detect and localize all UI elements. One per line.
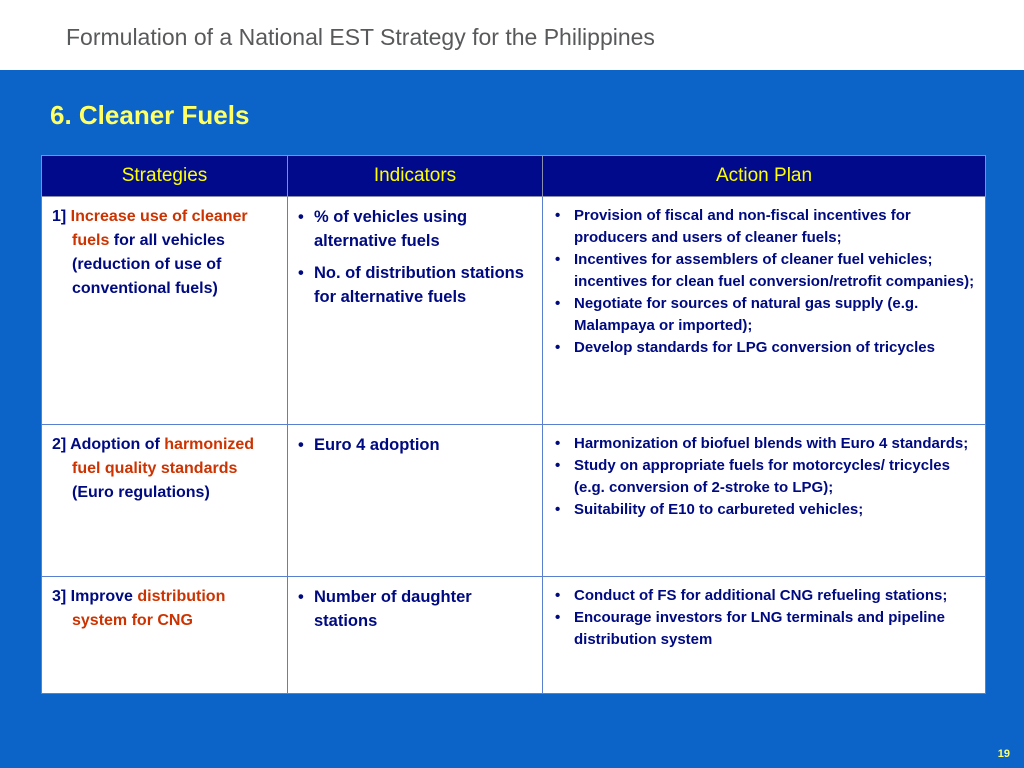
strategy-prefix: 1] xyxy=(52,208,71,225)
header-band xyxy=(0,0,1024,70)
action-plan-cell xyxy=(543,425,986,577)
column-header-indicators: Indicators xyxy=(288,156,543,197)
strategy-highlight: distribution system for CNG xyxy=(72,588,226,629)
indicator-item: • Euro 4 adoption xyxy=(298,433,534,457)
action-item: • Harmonization of biofuel blends with Euro 4 standards; xyxy=(553,433,977,455)
column-header-action-plan: Action Plan xyxy=(543,156,986,197)
strategy-cell xyxy=(42,425,288,577)
strategy-text xyxy=(52,205,279,301)
indicator-list xyxy=(298,205,534,309)
strategy-text xyxy=(52,585,279,633)
indicators-cell xyxy=(288,197,543,425)
indicators-cell xyxy=(288,577,543,694)
indicator-item: • % of vehicles using alternative fuels xyxy=(298,205,534,253)
action-item: • Develop standards for LPG conversion of tricycles xyxy=(553,337,977,359)
action-plan-cell xyxy=(543,197,986,425)
action-item: • Provision of fiscal and non-fiscal incentives for producers and users of cleaner fuels; xyxy=(553,205,977,249)
strategy-suffix: for all vehicles (reduction of use of conventional fuels) xyxy=(72,232,225,297)
strategy-cell xyxy=(42,197,288,425)
column-header-strategies: Strategies xyxy=(42,156,288,197)
indicators-cell xyxy=(288,425,543,577)
page-number: 19 xyxy=(997,748,1010,760)
indicator-list xyxy=(298,433,534,457)
action-item: • Negotiate for sources of natural gas supply (e.g. Malampaya or imported); xyxy=(553,293,977,337)
table-row xyxy=(42,577,986,694)
indicator-item: • Number of daughter stations xyxy=(298,585,534,633)
action-item: • Incentives for assemblers of cleaner fuel vehicles; incentives for clean fuel conversion/retrofit companies); xyxy=(553,249,977,293)
action-list xyxy=(553,205,977,359)
strategy-highlight: Increase use of cleaner fuels xyxy=(70,208,248,249)
table-header-row xyxy=(42,156,986,197)
presentation-title: Formulation of a National EST Strategy for the Philippines xyxy=(66,24,655,50)
action-item: • Suitability of E10 to carbureted vehicles; xyxy=(553,499,977,521)
strategy-highlight: harmonized fuel quality standards xyxy=(72,436,255,477)
table-row xyxy=(42,425,986,577)
action-plan-cell xyxy=(543,577,986,694)
action-list xyxy=(553,585,977,651)
indicator-item: • No. of distribution stations for alternative fuels xyxy=(298,261,534,309)
table-row xyxy=(42,197,986,425)
action-item: • Study on appropriate fuels for motorcycles/ tricycles (e.g. conversion of 2-stroke to LPG); xyxy=(553,455,977,499)
indicator-list xyxy=(298,585,534,633)
strategy-suffix: (Euro regulations) xyxy=(72,484,210,501)
strategy-cell xyxy=(42,577,288,694)
action-list xyxy=(553,433,977,521)
action-item: • Conduct of FS for additional CNG refueling stations; xyxy=(553,585,977,607)
section-title: 6. Cleaner Fuels xyxy=(50,100,250,130)
strategy-table xyxy=(41,155,986,694)
strategy-text xyxy=(52,433,279,505)
strategy-prefix: 2] Adoption of xyxy=(52,436,165,453)
strategy-prefix: 3] Improve xyxy=(52,588,138,605)
action-item: • Encourage investors for LNG terminals and pipeline distribution system xyxy=(553,607,977,651)
